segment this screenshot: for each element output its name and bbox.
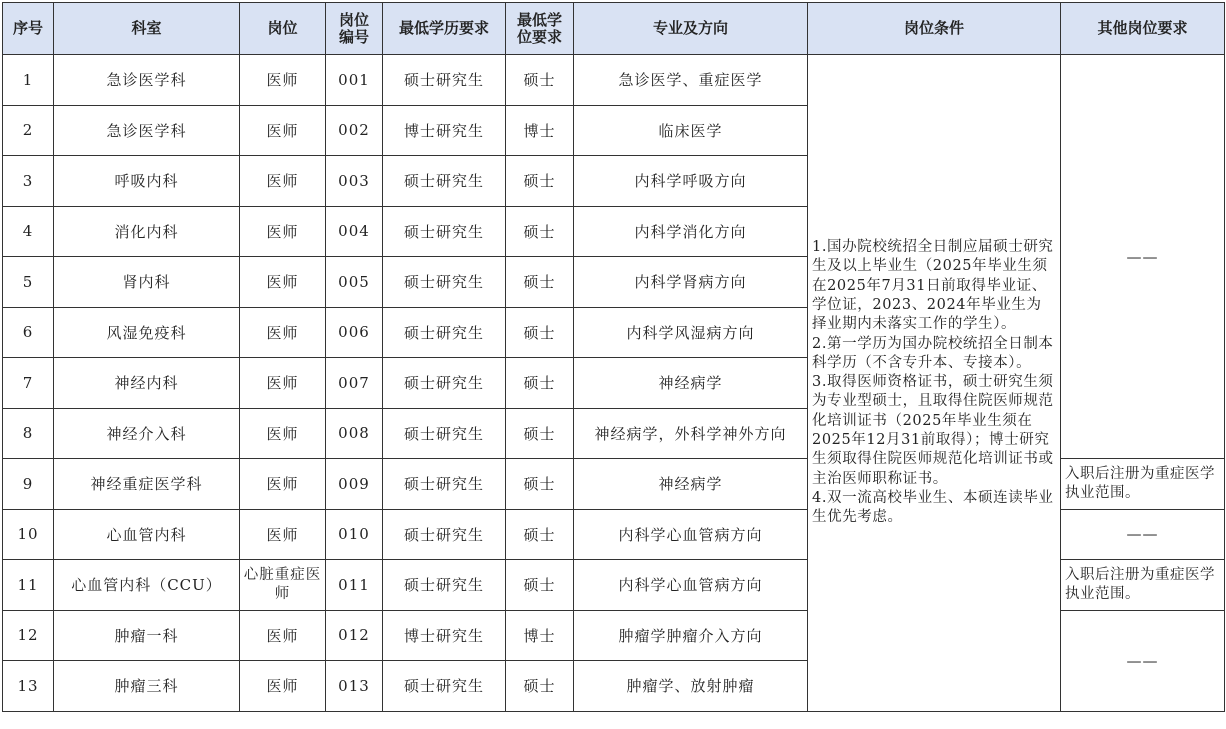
cell-dept: 心血管内科（CCU） bbox=[54, 560, 240, 611]
cell-code: 011 bbox=[326, 560, 383, 611]
header-major: 专业及方向 bbox=[574, 3, 808, 55]
cell-edu: 硕士研究生 bbox=[383, 560, 506, 611]
cell-post: 医师 bbox=[240, 459, 326, 510]
cell-dept: 急诊医学科 bbox=[54, 55, 240, 106]
cell-degree: 硕士 bbox=[506, 257, 574, 308]
cell-major: 内科学呼吸方向 bbox=[574, 156, 808, 207]
cell-edu: 硕士研究生 bbox=[383, 206, 506, 257]
cell-dept: 肿瘤一科 bbox=[54, 610, 240, 661]
cell-degree: 硕士 bbox=[506, 156, 574, 207]
cell-edu: 硕士研究生 bbox=[383, 459, 506, 510]
cell-seq: 4 bbox=[3, 206, 54, 257]
cell-post: 心脏重症医师 bbox=[240, 560, 326, 611]
cell-dept: 肾内科 bbox=[54, 257, 240, 308]
header-degree: 最低学 位要求 bbox=[506, 3, 574, 55]
cell-edu: 硕士研究生 bbox=[383, 257, 506, 308]
cell-degree: 硕士 bbox=[506, 408, 574, 459]
cell-degree: 硕士 bbox=[506, 55, 574, 106]
cell-edu: 硕士研究生 bbox=[383, 358, 506, 409]
cell-post: 医师 bbox=[240, 206, 326, 257]
cell-dept: 呼吸内科 bbox=[54, 156, 240, 207]
cell-seq: 12 bbox=[3, 610, 54, 661]
cell-major: 内科学消化方向 bbox=[574, 206, 808, 257]
table-row bbox=[3, 55, 1225, 106]
cell-seq: 6 bbox=[3, 307, 54, 358]
header-seq: 序号 bbox=[3, 3, 54, 55]
cell-post: 医师 bbox=[240, 55, 326, 106]
cell-code: 004 bbox=[326, 206, 383, 257]
cell-post: 医师 bbox=[240, 257, 326, 308]
cell-edu: 硕士研究生 bbox=[383, 156, 506, 207]
cell-dept: 急诊医学科 bbox=[54, 105, 240, 156]
cell-code: 003 bbox=[326, 156, 383, 207]
cell-other-dash: —— bbox=[1061, 610, 1225, 711]
cell-post: 医师 bbox=[240, 610, 326, 661]
cell-degree: 硕士 bbox=[506, 459, 574, 510]
cell-edu: 硕士研究生 bbox=[383, 307, 506, 358]
cell-post: 医师 bbox=[240, 105, 326, 156]
cell-dept: 消化内科 bbox=[54, 206, 240, 257]
header-post: 岗位 bbox=[240, 3, 326, 55]
cell-major: 内科学心血管病方向 bbox=[574, 509, 808, 560]
cell-edu: 硕士研究生 bbox=[383, 509, 506, 560]
cell-post: 医师 bbox=[240, 408, 326, 459]
cell-post: 医师 bbox=[240, 661, 326, 712]
cell-code: 001 bbox=[326, 55, 383, 106]
cell-dept: 神经重症医学科 bbox=[54, 459, 240, 510]
cell-post: 医师 bbox=[240, 307, 326, 358]
cell-other-dash: —— bbox=[1061, 55, 1225, 459]
cell-seq: 7 bbox=[3, 358, 54, 409]
cell-degree: 硕士 bbox=[506, 509, 574, 560]
cell-seq: 9 bbox=[3, 459, 54, 510]
cell-post: 医师 bbox=[240, 358, 326, 409]
header-row bbox=[3, 3, 1225, 55]
cell-major: 神经病学 bbox=[574, 459, 808, 510]
cell-seq: 2 bbox=[3, 105, 54, 156]
cell-code: 012 bbox=[326, 610, 383, 661]
cell-code: 006 bbox=[326, 307, 383, 358]
cell-degree: 博士 bbox=[506, 105, 574, 156]
cell-major: 内科学心血管病方向 bbox=[574, 560, 808, 611]
cell-major: 临床医学 bbox=[574, 105, 808, 156]
header-code: 岗位 编号 bbox=[326, 3, 383, 55]
cell-degree: 硕士 bbox=[506, 560, 574, 611]
cell-edu: 硕士研究生 bbox=[383, 55, 506, 106]
cell-major: 肿瘤学肿瘤介入方向 bbox=[574, 610, 808, 661]
cell-code: 002 bbox=[326, 105, 383, 156]
cell-degree: 硕士 bbox=[506, 661, 574, 712]
cell-seq: 1 bbox=[3, 55, 54, 106]
cell-dept: 神经介入科 bbox=[54, 408, 240, 459]
header-other: 其他岗位要求 bbox=[1061, 3, 1225, 55]
cell-other-dash: —— bbox=[1061, 509, 1225, 560]
cell-seq: 13 bbox=[3, 661, 54, 712]
cell-edu: 硕士研究生 bbox=[383, 408, 506, 459]
cell-code: 010 bbox=[326, 509, 383, 560]
cell-code: 005 bbox=[326, 257, 383, 308]
cell-major: 急诊医学、重症医学 bbox=[574, 55, 808, 106]
cell-code: 013 bbox=[326, 661, 383, 712]
cell-major: 神经病学，外科学神外方向 bbox=[574, 408, 808, 459]
cell-code: 009 bbox=[326, 459, 383, 510]
cell-seq: 5 bbox=[3, 257, 54, 308]
cell-degree: 硕士 bbox=[506, 206, 574, 257]
recruitment-table bbox=[2, 2, 1225, 712]
cell-major: 神经病学 bbox=[574, 358, 808, 409]
cell-degree: 博士 bbox=[506, 610, 574, 661]
cell-post: 医师 bbox=[240, 509, 326, 560]
cell-dept: 肿瘤三科 bbox=[54, 661, 240, 712]
cell-degree: 硕士 bbox=[506, 358, 574, 409]
cell-code: 008 bbox=[326, 408, 383, 459]
cell-major: 内科学肾病方向 bbox=[574, 257, 808, 308]
cell-edu: 博士研究生 bbox=[383, 105, 506, 156]
cell-seq: 11 bbox=[3, 560, 54, 611]
cell-dept: 风湿免疫科 bbox=[54, 307, 240, 358]
cell-other-requirement: 入职后注册为重症医学执业范围。 bbox=[1061, 459, 1225, 510]
cell-seq: 8 bbox=[3, 408, 54, 459]
header-conditions: 岗位条件 bbox=[808, 3, 1061, 55]
cell-major: 内科学风湿病方向 bbox=[574, 307, 808, 358]
cell-seq: 3 bbox=[3, 156, 54, 207]
cell-post: 医师 bbox=[240, 156, 326, 207]
cell-seq: 10 bbox=[3, 509, 54, 560]
cell-other-requirement: 入职后注册为重症医学执业范围。 bbox=[1061, 560, 1225, 611]
cell-dept: 心血管内科 bbox=[54, 509, 240, 560]
cell-edu: 博士研究生 bbox=[383, 610, 506, 661]
header-dept: 科室 bbox=[54, 3, 240, 55]
cell-conditions: 1.国办院校统招全日制应届硕士研究生及以上毕业生（2025年毕业生须在2025年7月31日前取得毕业证、学位证，2023、2024年毕业生为择业期内未落实工作的学生）。 2.第一学历为国办院校统招全日制本科学历（不含专升本、专接本）。 3.取得医师资格证书，硕士研究生须为专业型硕士，且取得住院医师规范化培训证书（2025年毕业生须在2025年12月31前取得）；博士研究生须取得住院医师规范化培训证书或主治医师职称证书。 4.双一流高校毕业生、本硕连读毕业生优先考虑。 bbox=[808, 55, 1061, 712]
cell-edu: 硕士研究生 bbox=[383, 661, 506, 712]
cell-dept: 神经内科 bbox=[54, 358, 240, 409]
cell-degree: 硕士 bbox=[506, 307, 574, 358]
cell-major: 肿瘤学、放射肿瘤 bbox=[574, 661, 808, 712]
header-edu: 最低学历要求 bbox=[383, 3, 506, 55]
cell-code: 007 bbox=[326, 358, 383, 409]
